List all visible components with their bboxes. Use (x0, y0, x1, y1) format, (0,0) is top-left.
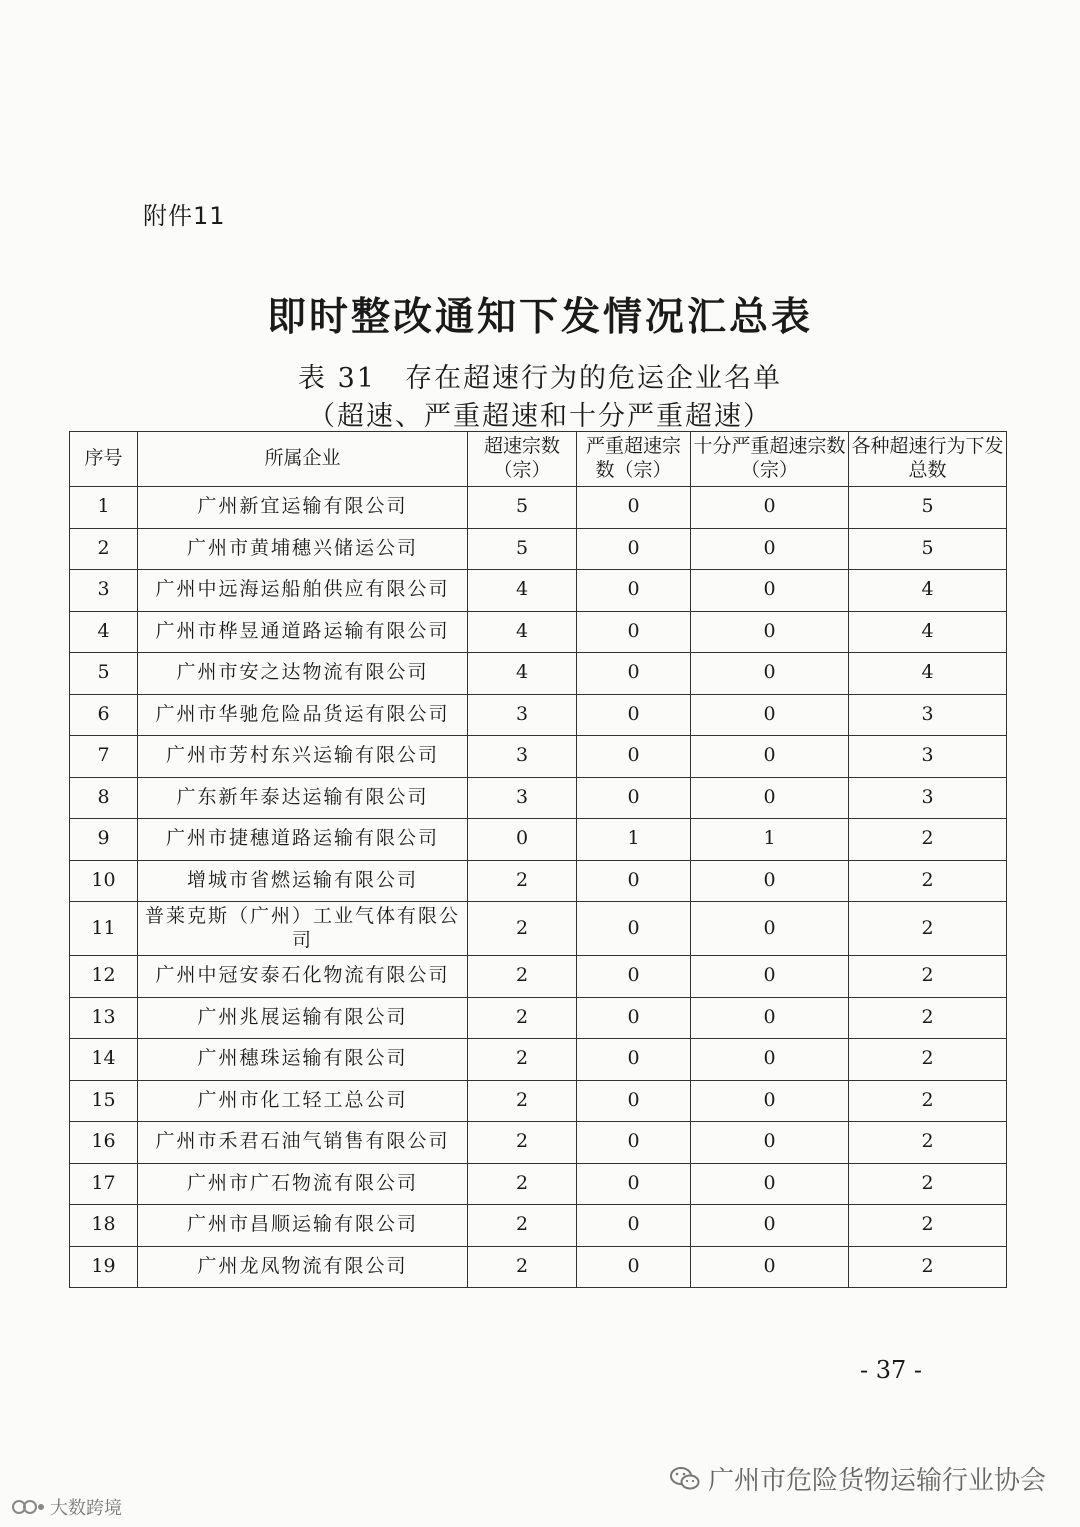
serious-speeding-count: 0 (577, 1080, 691, 1122)
serious-speeding-count: 0 (577, 1246, 691, 1288)
company-name: 广州中远海运船舶供应有限公司 (138, 570, 468, 612)
speeding-count: 2 (468, 1080, 577, 1122)
table-row (70, 819, 1007, 861)
serious-speeding-count: 0 (577, 611, 691, 653)
wechat-watermark (670, 1460, 1046, 1497)
company-name: 广东新年泰达运输有限公司 (138, 777, 468, 819)
company-name: 广州市桦昱通道路运输有限公司 (138, 611, 468, 653)
total-count: 2 (849, 1246, 1007, 1288)
table-row (70, 736, 1007, 778)
row-index: 6 (70, 694, 138, 736)
table-body (70, 487, 1007, 1288)
row-index: 10 (70, 860, 138, 902)
speeding-count: 3 (468, 736, 577, 778)
table-caption-note: （超速、严重超速和十分严重超速） (308, 401, 772, 432)
company-name: 广州中冠安泰石化物流有限公司 (138, 956, 468, 998)
serious-speeding-count: 0 (577, 1039, 691, 1081)
speeding-count: 5 (468, 487, 577, 529)
speeding-count: 3 (468, 777, 577, 819)
row-index: 7 (70, 736, 138, 778)
very-serious-speeding-count: 0 (691, 997, 849, 1039)
serious-speeding-count: 0 (577, 1163, 691, 1205)
speeding-count: 2 (468, 1163, 577, 1205)
speeding-count: 2 (468, 1039, 577, 1081)
header-company: 所属企业 (138, 432, 468, 487)
table-row (70, 1205, 1007, 1247)
total-count: 3 (849, 694, 1007, 736)
total-count: 2 (849, 997, 1007, 1039)
table-row (70, 860, 1007, 902)
row-index: 4 (70, 611, 138, 653)
row-index: 17 (70, 1163, 138, 1205)
row-index: 13 (70, 997, 138, 1039)
table-row (70, 956, 1007, 998)
serious-speeding-count: 0 (577, 736, 691, 778)
total-count: 2 (849, 860, 1007, 902)
very-serious-speeding-count: 0 (691, 902, 849, 956)
row-index: 8 (70, 777, 138, 819)
company-name: 广州市捷穗道路运输有限公司 (138, 819, 468, 861)
row-index: 5 (70, 653, 138, 695)
serious-speeding-count: 0 (577, 570, 691, 612)
serious-speeding-count: 0 (577, 902, 691, 956)
total-count: 2 (849, 819, 1007, 861)
company-name: 广州兆展运输有限公司 (138, 997, 468, 1039)
speeding-count: 2 (468, 1122, 577, 1164)
header-very-serious-speeding: 十分严重超速宗数（宗） (691, 432, 849, 487)
speeding-count: 4 (468, 611, 577, 653)
speeding-count: 3 (468, 694, 577, 736)
company-name: 广州市芳村东兴运输有限公司 (138, 736, 468, 778)
table-row (70, 611, 1007, 653)
serious-speeding-count: 0 (577, 694, 691, 736)
corner-watermark (10, 1494, 122, 1520)
very-serious-speeding-count: 0 (691, 487, 849, 529)
company-name: 广州新宜运输有限公司 (138, 487, 468, 529)
very-serious-speeding-count: 0 (691, 1205, 849, 1247)
total-count: 3 (849, 777, 1007, 819)
serious-speeding-count: 0 (577, 1122, 691, 1164)
header-total: 各种超速行为下发总数 (849, 432, 1007, 487)
company-name: 广州市广石物流有限公司 (138, 1163, 468, 1205)
total-count: 4 (849, 570, 1007, 612)
serious-speeding-count: 0 (577, 956, 691, 998)
table-row (70, 653, 1007, 695)
speeding-count: 5 (468, 528, 577, 570)
table-row (70, 487, 1007, 529)
total-count: 2 (849, 1122, 1007, 1164)
very-serious-speeding-count: 0 (691, 736, 849, 778)
row-index: 1 (70, 487, 138, 529)
total-count: 5 (849, 487, 1007, 529)
very-serious-speeding-count: 0 (691, 570, 849, 612)
total-count: 3 (849, 736, 1007, 778)
row-index: 11 (70, 902, 138, 956)
very-serious-speeding-count: 0 (691, 1163, 849, 1205)
company-name: 普莱克斯（广州）工业气体有限公司 (138, 902, 468, 956)
logo-icon (10, 1498, 46, 1516)
company-name: 广州穗珠运输有限公司 (138, 1039, 468, 1081)
total-count: 2 (849, 1039, 1007, 1081)
total-count: 2 (849, 1163, 1007, 1205)
speeding-count: 0 (468, 819, 577, 861)
serious-speeding-count: 0 (577, 777, 691, 819)
very-serious-speeding-count: 0 (691, 653, 849, 695)
total-count: 2 (849, 1080, 1007, 1122)
page-title: 即时整改通知下发情况汇总表 (266, 295, 813, 340)
total-count: 2 (849, 902, 1007, 956)
serious-speeding-count: 0 (577, 653, 691, 695)
serious-speeding-count: 0 (577, 860, 691, 902)
wechat-icon (670, 1466, 700, 1492)
company-name: 广州市昌顺运输有限公司 (138, 1205, 468, 1247)
table-caption: 表 31 存在超速行为的危运企业名单 (298, 363, 782, 394)
header-index: 序号 (70, 432, 138, 487)
very-serious-speeding-count: 0 (691, 1039, 849, 1081)
company-name: 广州市华驰危险品货运有限公司 (138, 694, 468, 736)
header-speeding: 超速宗数（宗） (468, 432, 577, 487)
row-index: 16 (70, 1122, 138, 1164)
total-count: 2 (849, 1205, 1007, 1247)
company-name: 广州市安之达物流有限公司 (138, 653, 468, 695)
very-serious-speeding-count: 0 (691, 777, 849, 819)
very-serious-speeding-count: 0 (691, 956, 849, 998)
company-name: 广州市禾君石油气销售有限公司 (138, 1122, 468, 1164)
company-name: 增城市省燃运输有限公司 (138, 860, 468, 902)
speeding-count: 4 (468, 653, 577, 695)
speeding-count: 2 (468, 1205, 577, 1247)
table-row (70, 1163, 1007, 1205)
very-serious-speeding-count: 0 (691, 1246, 849, 1288)
row-index: 2 (70, 528, 138, 570)
table-row (70, 1122, 1007, 1164)
company-name: 广州市黄埔穗兴储运公司 (138, 528, 468, 570)
speeding-count: 2 (468, 1246, 577, 1288)
serious-speeding-count: 0 (577, 487, 691, 529)
table-row (70, 902, 1007, 956)
speeding-count: 2 (468, 860, 577, 902)
speeding-companies-table (69, 431, 1007, 1288)
row-index: 18 (70, 1205, 138, 1247)
speeding-count: 2 (468, 997, 577, 1039)
very-serious-speeding-count: 0 (691, 860, 849, 902)
company-name: 广州龙凤物流有限公司 (138, 1246, 468, 1288)
table-row (70, 694, 1007, 736)
very-serious-speeding-count: 0 (691, 1122, 849, 1164)
company-name: 广州市化工轻工总公司 (138, 1080, 468, 1122)
page-number: - 37 - (860, 1356, 923, 1384)
total-count: 4 (849, 611, 1007, 653)
serious-speeding-count: 1 (577, 819, 691, 861)
serious-speeding-count: 0 (577, 997, 691, 1039)
total-count: 2 (849, 956, 1007, 998)
table-row (70, 997, 1007, 1039)
attachment-label: 附件11 (143, 202, 226, 230)
header-serious-speeding: 严重超速宗数（宗） (577, 432, 691, 487)
table-row (70, 528, 1007, 570)
speeding-count: 2 (468, 902, 577, 956)
corner-watermark-text: 大数跨境 (50, 1498, 122, 1519)
row-index: 19 (70, 1246, 138, 1288)
row-index: 3 (70, 570, 138, 612)
speeding-count: 2 (468, 956, 577, 998)
row-index: 14 (70, 1039, 138, 1081)
table-row (70, 1080, 1007, 1122)
very-serious-speeding-count: 0 (691, 694, 849, 736)
table-row (70, 1039, 1007, 1081)
very-serious-speeding-count: 0 (691, 1080, 849, 1122)
very-serious-speeding-count: 1 (691, 819, 849, 861)
total-count: 5 (849, 528, 1007, 570)
very-serious-speeding-count: 0 (691, 611, 849, 653)
row-index: 12 (70, 956, 138, 998)
table-header-row (70, 432, 1007, 487)
row-index: 9 (70, 819, 138, 861)
very-serious-speeding-count: 0 (691, 528, 849, 570)
table-row (70, 570, 1007, 612)
serious-speeding-count: 0 (577, 1205, 691, 1247)
serious-speeding-count: 0 (577, 528, 691, 570)
row-index: 15 (70, 1080, 138, 1122)
speeding-count: 4 (468, 570, 577, 612)
table-row (70, 777, 1007, 819)
table-row (70, 1246, 1007, 1288)
total-count: 4 (849, 653, 1007, 695)
watermark-text: 广州市危险货物运输行业协会 (707, 1466, 1046, 1496)
